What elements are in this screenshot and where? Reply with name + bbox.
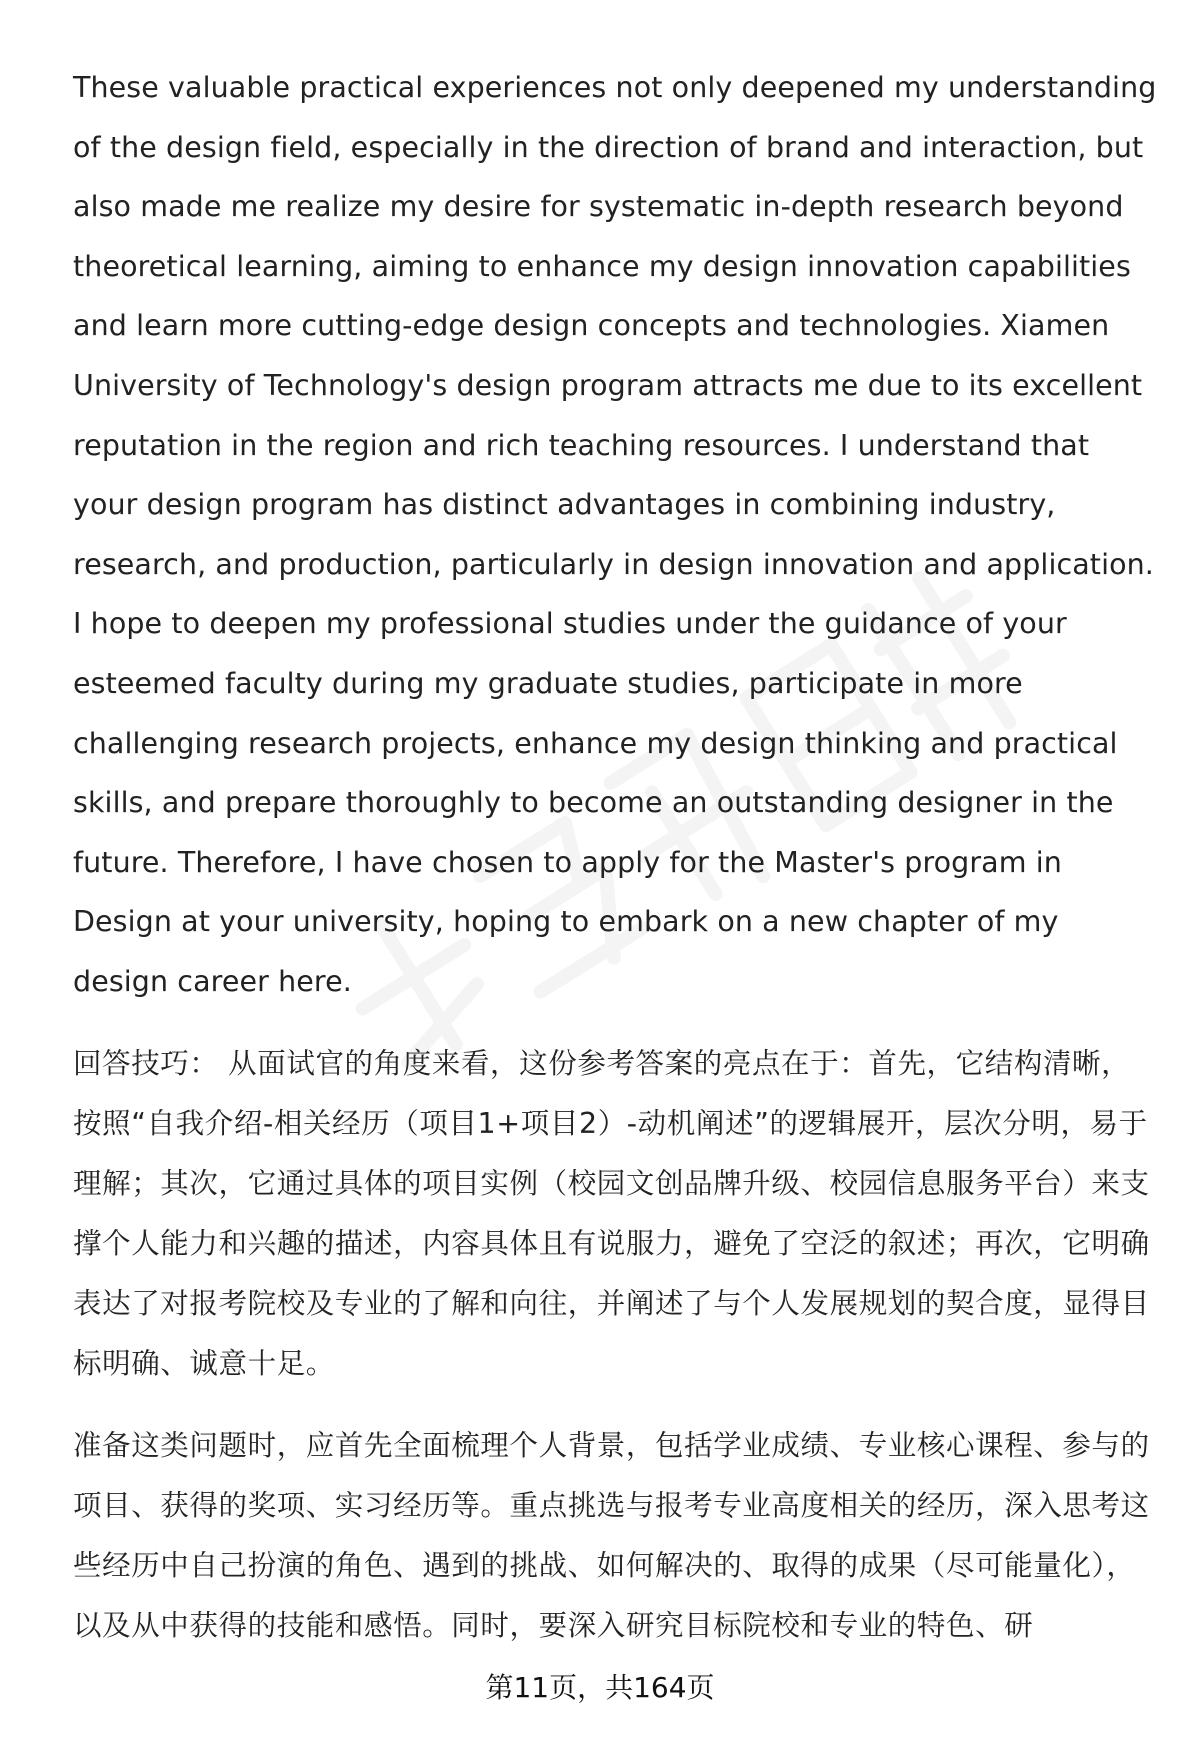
paragraph-answer-tips: 回答技巧： 从面试官的角度来看，这份参考答案的亮点在于：首先，它结构清晰，按照“自我介绍-相关经历（项目1+项目2）-动机阐述”的逻辑展开，层次分明，易于理解；其次，它通过具体的项目实例（校园文创品牌升级、校园信息服务平台）来支撑个人能力和兴趣的描述，内容具体且有说服力，避免了空泛的叙述；再次，它明确表达了对报考院校及专业的了解和向往，并阐述了与个人发展规划的契合度，显得目标明确、诚意十足。 — [73, 1046, 1150, 1380]
page-number: 第11页，共164页 — [485, 1671, 715, 1704]
document-body — [73, 58, 1158, 1656]
paragraph-motivation: These valuable practical experiences not only deepened my understanding of the design field, especially in the direction of brand and interaction, but also made me realize my desire for systematic in-depth research beyond theoretical learning, aiming to enhance my design innovation capabilities and learn more cutting-edge design concepts and technologies. Xiamen University of Technology's design program attracts me due to its excellent reputation in the region and rich teaching resources. I understand that your design program has distinct advantages in combining industry, research, and production, particularly in design innovation and application. I hope to deepen my professional studies under the guidance of your esteemed faculty during my graduate studies, participate in more challenging research projects, enhance my design thinking and practical skills, and prepare thoroughly to become an outstanding designer in the future. Therefore, I have chosen to apply for the Master's program in Design at your university, hoping to embark on a new chapter of my design career here. — [73, 71, 1157, 998]
paragraph-preparation-advice: 准备这类问题时，应首先全面梳理个人背景，包括学业成绩、专业核心课程、参与的项目、获得的奖项、实习经历等。重点挑选与报考专业高度相关的经历，深入思考这些经历中自己扮演的角色、遇到的挑战、如何解决的、取得的成果（尽可能量化），以及从中获得的技能和感悟。同时，要深入研究目标院校和专业的特色、研 — [73, 1428, 1150, 1642]
